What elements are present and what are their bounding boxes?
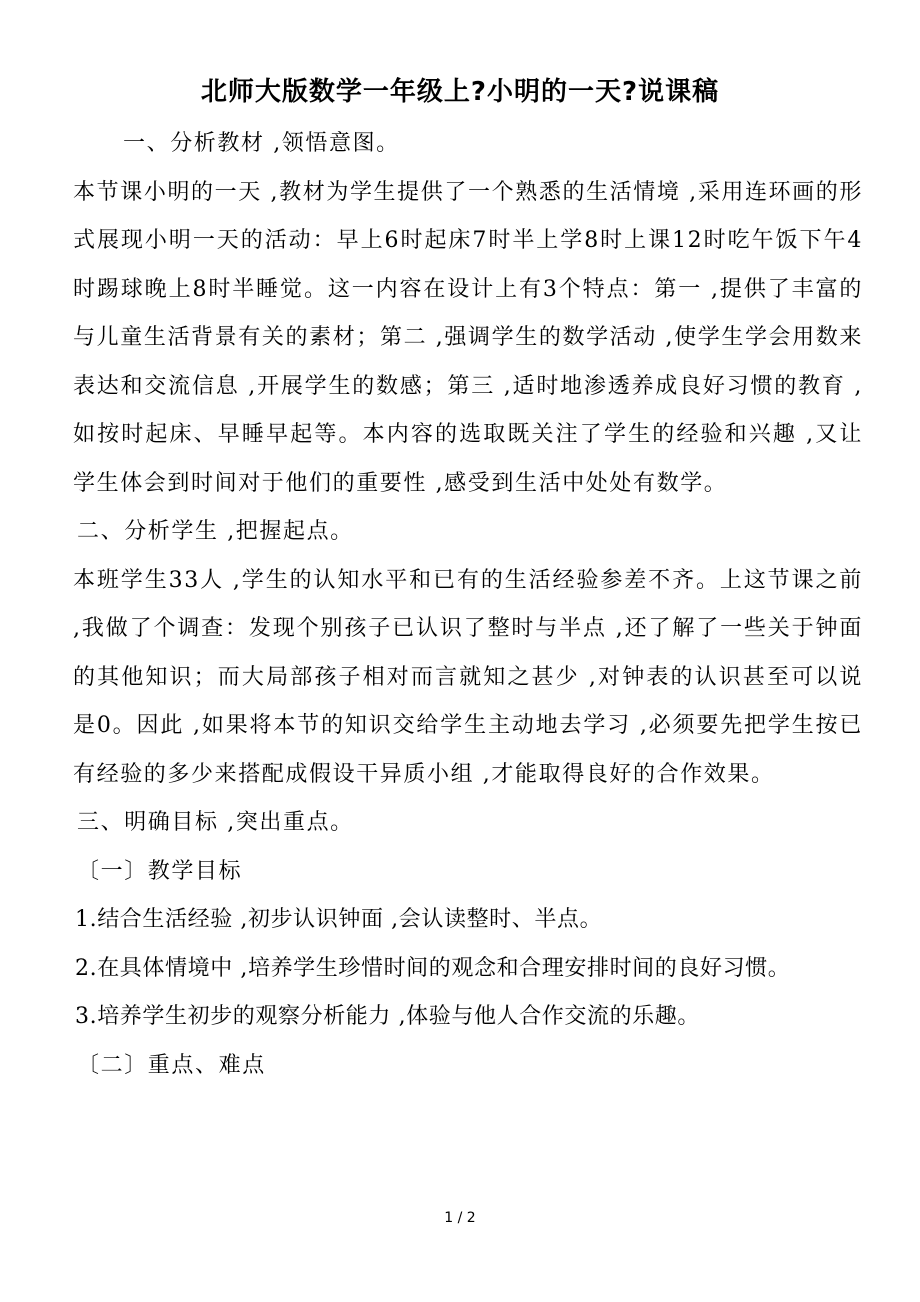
goal-item-1: 1.结合生活经验 ,初步认识钟面 ,会认读整时、半点。 — [75, 907, 603, 932]
page-title: 北师大版数学一年级上?小明的一天?说课稿 — [200, 77, 720, 107]
section-heading-1: 一、分析教材 ,领悟意图。 — [123, 131, 400, 156]
section-heading-3: 三、明确目标 ,突出重点。 — [77, 810, 354, 835]
paragraph-2: 本班学生33人 ,学生的认知水平和已有的生活经验参差不齐。上这节课之前 ,我做了个调查：发现个别孩子已认识了整时与半点 ,还了解了一些关于钟面的其他知识；而大局部孩子相对而言就知之甚少 ,对钟表的认识甚至可以说是0。因此 ,如果将本节的知识交给学生主动地去学习 ,必须要先把学生按已有经验的多少来搭配成假设干异质小组 ,才能取得良好的合作效果。 — [73, 567, 863, 787]
document-body — [67, 120, 863, 1090]
goal-item-3: 3.培养学生初步的观察分析能力 ,体验与他人合作交流的乐趣。 — [75, 1004, 700, 1029]
subheading-teaching-goals: 〔一〕教学目标 — [77, 858, 243, 884]
page-number: 1 / 2 — [444, 1210, 476, 1226]
subheading-key-points: 〔二〕重点、难点 — [77, 1052, 266, 1078]
paragraph-1: 本节课小明的一天 ,教材为学生提供了一个熟悉的生活情境 ,采用连环画的形式展现小明一天的活动：早上6时起床7时半上学8时上课12时吃午饭下午4时踢球晚上8时半睡觉。这一内容在设计上有3个特点：第一 ,提供了丰富的与儿童生活背景有关的素材；第二 ,强调学生的数学活动 ,使学生学会用数来表达和交流信息 ,开展学生的数感；第三 ,适时地渗透养成良好习惯的教育 ,如按时起床、早睡早起等。本内容的选取既关注了学生的经验和兴趣 ,又让学生体会到时间对于他们的重要性 ,感受到生活中处处有数学。 — [73, 179, 863, 496]
section-heading-2: 二、分析学生 ,把握起点。 — [77, 519, 354, 544]
goal-item-2: 2.在具体情境中 ,培养学生珍惜时间的观念和合理安排时间的良好习惯。 — [75, 955, 791, 981]
